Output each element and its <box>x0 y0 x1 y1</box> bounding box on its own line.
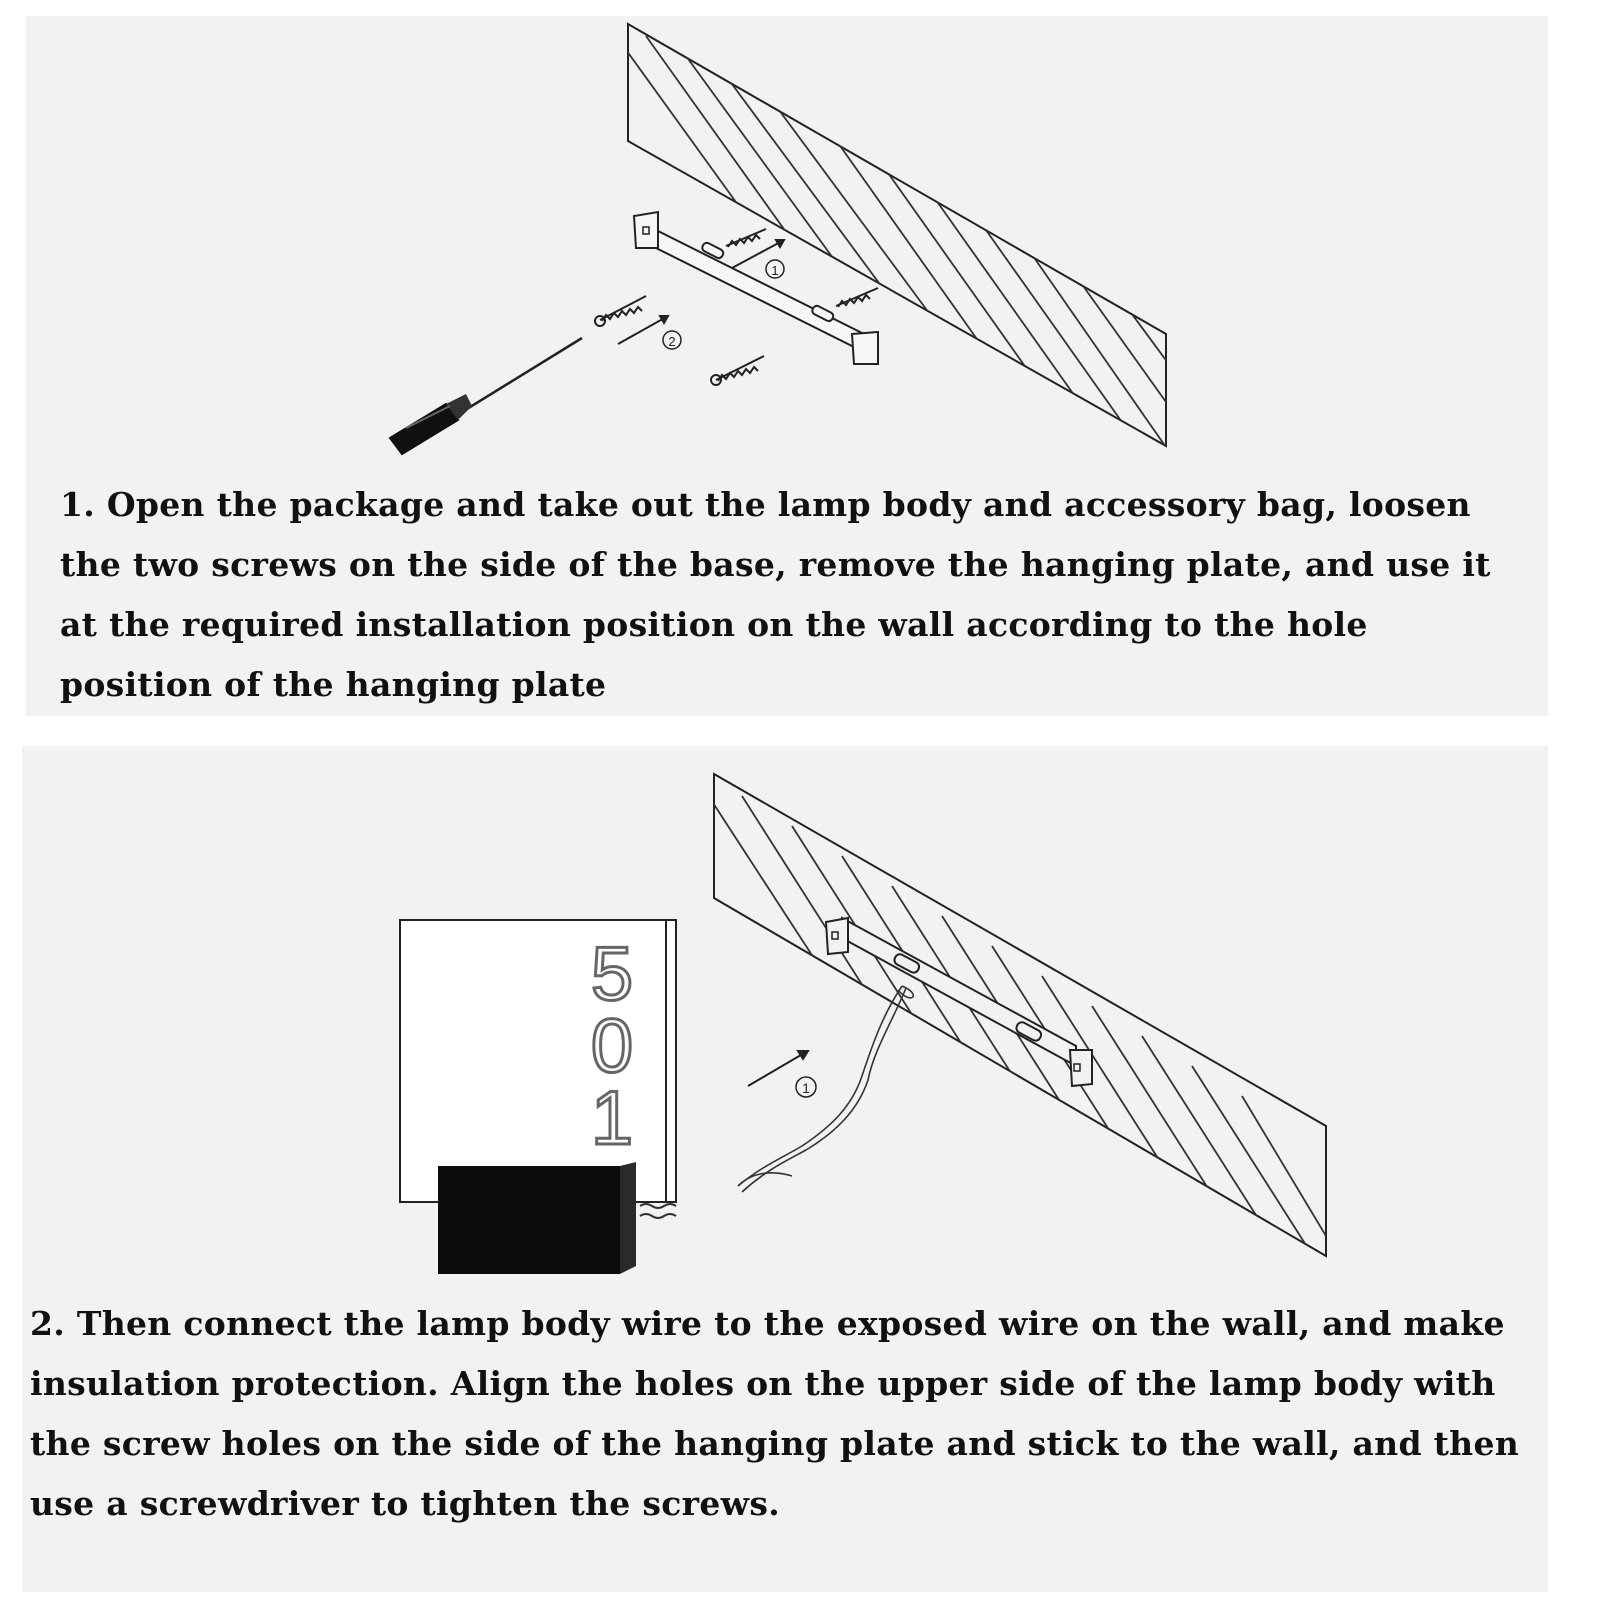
callout-2 <box>663 331 681 349</box>
step-2-illustration <box>22 746 1548 1306</box>
svg-text:2: 2 <box>668 334 676 349</box>
svg-text:1: 1 <box>802 1080 810 1096</box>
step-2-panel <box>22 746 1548 1592</box>
wire-icon <box>738 986 913 1192</box>
step-1-caption: 1. Open the package and take out the lamp body and accessory bag, loosen the two screws on the side of the base, remove the hanging plate, and use it at the required installation position on the wall according to the hole position of the hanging plate <box>60 485 1491 704</box>
callout-1 <box>796 1077 816 1097</box>
lamp-body <box>400 920 676 1274</box>
screwdriver-icon <box>390 338 582 454</box>
lamp-digit-0: 0 <box>590 1004 634 1089</box>
lamp-digit-1: 1 <box>590 1076 634 1161</box>
step-1-illustration <box>26 16 1548 476</box>
step-1-panel <box>26 16 1548 716</box>
step-2-caption: 2. Then connect the lamp body wire to the exposed wire on the wall, and make insulation protection. Align the holes on the upper side of the lamp body with the screw holes on the side of the hanging plate and stick to the wall, and then use a screwdriver to tighten the screws. <box>30 1304 1520 1523</box>
svg-text:1: 1 <box>771 263 779 278</box>
callout-1 <box>766 260 784 278</box>
lamp-digit-5: 5 <box>590 932 634 1017</box>
